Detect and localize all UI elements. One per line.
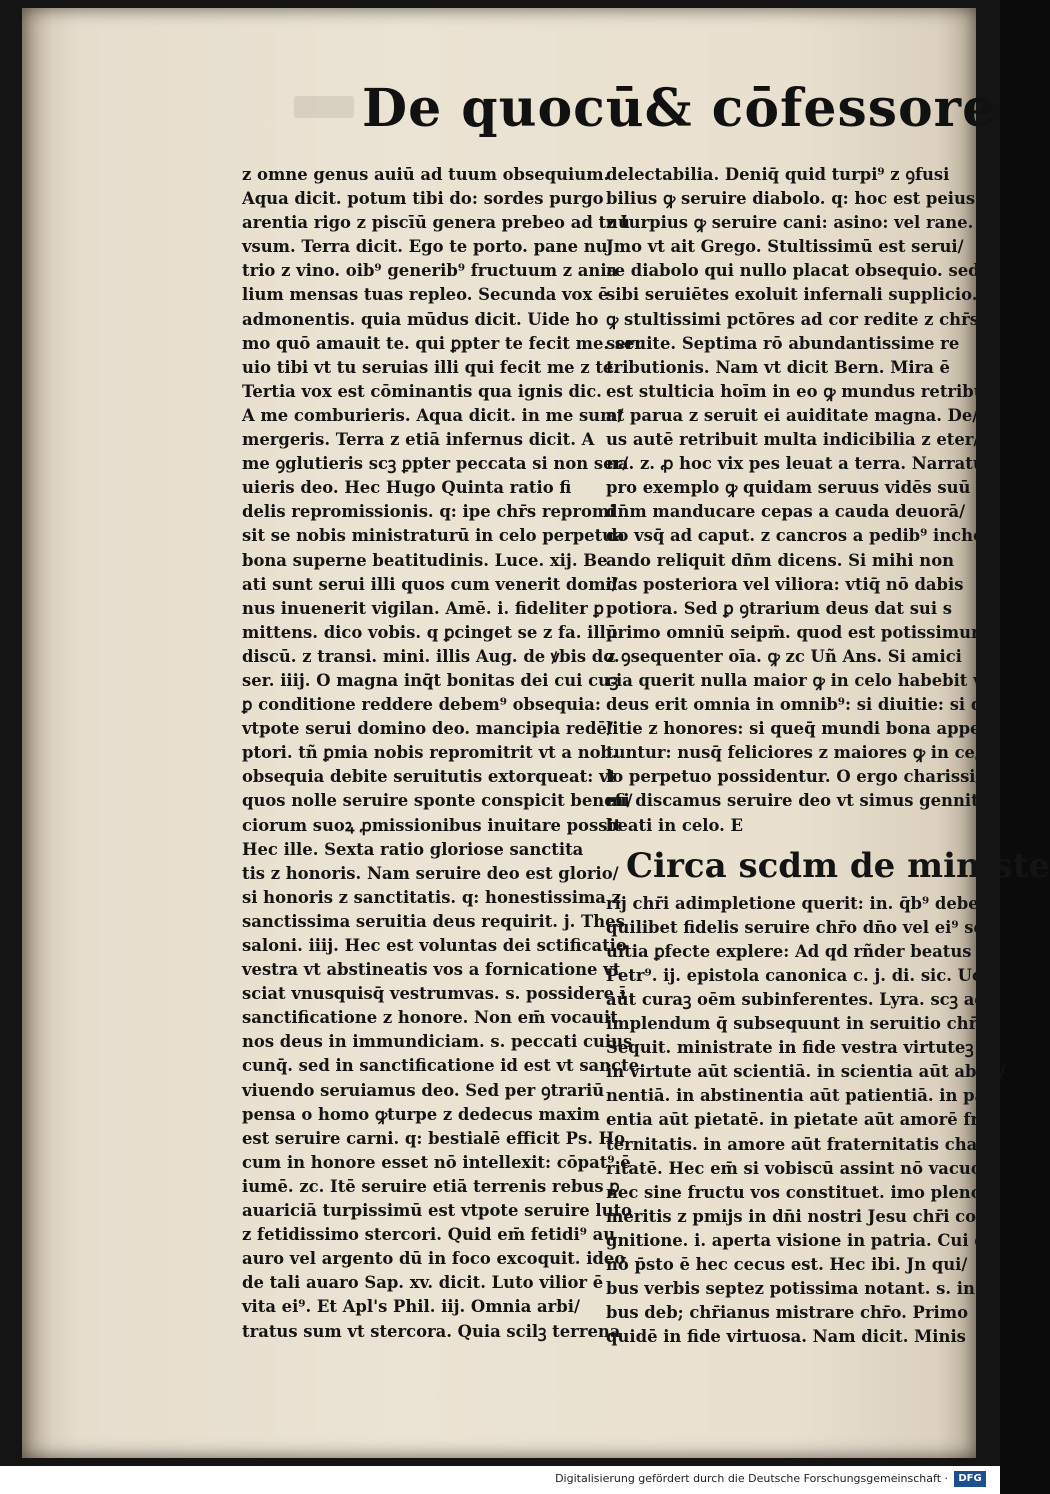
- text-line: ciorum suoꝝ ꝓmissionibus inuitare possit: [242, 815, 622, 835]
- text-line: nus inuenerit vigilan. Amē. i. fideliter ꝑ: [242, 598, 604, 618]
- text-line: tratus sum vt stercora. Quia scilꝫ terrena: [242, 1321, 621, 1341]
- text-line: nos deus in immundiciam. s. peccati cuius: [242, 1032, 633, 1052]
- text-line: quilibet fidelis seruire chr̄o dn̄o vel ei⁹ ser: [606, 917, 993, 937]
- right-text-column: [606, 163, 1050, 1349]
- faded-marking: [294, 96, 354, 118]
- text-line: in virtute aūt scientiā. in scientia aūt absti/: [606, 1062, 1006, 1082]
- text-line: me ꝯglutieris scꝫ ꝑpter peccata si non ser/: [242, 454, 629, 474]
- text-line: A me comburieris. Aqua dicit. in me sum/: [242, 405, 624, 425]
- text-line: Hec ille. Sexta ratio gloriose sanctita: [242, 839, 584, 859]
- text-line: vestra vt abstineatis vos a fornicatione vt: [242, 960, 621, 980]
- text-line: dn̄m manducare cepas a cauda deuorā/: [606, 502, 966, 522]
- text-line: Sequit. ministrate in fide vestra virtuteꝫ: [606, 1038, 974, 1058]
- text-line: rij chr̄i adimpletione querit: in. q̄b⁹ debeat: [606, 893, 997, 913]
- text-line: uitia ꝑfecte explere: Ad qd rñder beatus: [606, 941, 972, 961]
- text-line: sanctissima seruitia deus requirit. j. Thes: [242, 911, 625, 931]
- text-line: litie z honores: si queq̄ mundi bona appe: [606, 719, 981, 739]
- text-line: nō p̄sto ē hec cecus est. Hec ibi. Jn qui/: [606, 1255, 968, 1275]
- text-line: Jmo vt ait Grego. Stultissimū est serui/: [606, 237, 964, 257]
- text-line: meritis z pmijs in dn̄i nostri Jesu chr̄i co: [606, 1206, 977, 1226]
- text-line: discū. z transi. mini. illis Aug. de ꝟbis do.: [242, 646, 620, 666]
- text-line: cunq̄. sed in sanctificatione id est vt sancte: [242, 1056, 640, 1076]
- text-line: aūt curaꝫ oēm subinferentes. Lyra. scꝫ ad: [606, 990, 986, 1009]
- text-line: iumē. zc. Itē seruire etiā terrenis rebus ꝑ: [242, 1176, 620, 1196]
- text-line: sibi seruiētes exoluit infernali supplicio. O: [606, 285, 998, 305]
- text-line: Aqua dicit. potum tibi do: sordes purgo: [242, 189, 604, 209]
- text-line: tis z honoris. Nam seruire deo est glorio/: [242, 863, 619, 883]
- text-line: est stulticia hoīm in eo ꝙ mundus retribu: [606, 381, 986, 401]
- text-line: mergeris. Terra z etiā infernus dicit. A: [242, 430, 595, 450]
- text-line: z omne genus auiū ad tuum obsequium.: [242, 165, 610, 184]
- text-line: quos nolle seruire sponte conspicit benefi/: [242, 791, 633, 811]
- text-line: tributionis. Nam vt dicit Bern. Mira ē: [606, 357, 950, 377]
- text-line: est seruire carni. q: bestialē efficit Ps. Ho: [242, 1128, 626, 1148]
- right-column-top: [606, 163, 1001, 838]
- text-line: ꝑ conditione reddere debem⁹ obsequia:: [242, 695, 601, 715]
- text-line: deus erit omnia in omnib⁹: si diuitie: si de: [606, 695, 993, 715]
- text-line: ꝙ stultissimi pctōres ad cor redite z chr̄sto: [606, 309, 998, 329]
- text-line: lium mensas tuas repleo. Secunda vox ē: [242, 285, 609, 305]
- text-line: bus verbis septez potissima notant. s. in q̄: [606, 1279, 993, 1299]
- footer-bar: [0, 1466, 1000, 1494]
- text-line: pensa o homo ꝙturpe z dedecus maxim: [242, 1104, 600, 1124]
- text-line: mittens. dico vobis. q ꝑcinget se z fa. illū: [242, 622, 618, 642]
- book-page: [22, 8, 1050, 1458]
- text-line: us autē retribuit multa indicibilia z eter/: [606, 430, 980, 450]
- text-line: nec sine fructu vos constituet. imo plenos: [606, 1182, 991, 1202]
- text-line: Tertia vox est cōminantis qua ignis dic.: [242, 381, 602, 401]
- text-line: pro exemplo ꝙ quidam seruus vidēs suū: [606, 478, 971, 498]
- text-line: nentiā. in abstinentia aūt patientiā. in pati: [606, 1086, 1000, 1106]
- text-line: lo perpetuo possidentur. O ergo charissi/: [606, 767, 982, 787]
- text-line: entia aūt pietatē. in pietate aūt amorē fra: [606, 1110, 990, 1130]
- text-line: delectabilia. Deniq̄ quid turpi⁹ z ꝯfusi: [606, 165, 950, 184]
- text-line: bus deb; chr̄ianus mistrare chr̄o. Primo: [606, 1303, 969, 1323]
- text-line: gnitione. i. aperta visione in patria. Cui ei: [606, 1230, 991, 1250]
- text-line: sciat vnusquisq̄ vestrumvas. s. possidere ī: [242, 984, 626, 1004]
- text-line: vtpote serui domino deo. mancipia redē/: [242, 719, 613, 739]
- text-line: mo quō amauit te. qui ꝑpter te fecit me. ser: [242, 333, 644, 353]
- text-line: implendum q̄ subsequunt in seruitio chr̄i.: [606, 1014, 990, 1034]
- text-line: vsum. Terra dicit. Ego te porto. pane nu: [242, 237, 608, 257]
- text-line: viuendo seruiamus deo. Sed per ꝯtrariū: [242, 1080, 605, 1100]
- text-line: cum in honore esset nō intellexit: cōpat⁹ ē: [242, 1152, 631, 1172]
- text-line: uieris deo. Hec Hugo Quinta ratio fi: [242, 478, 572, 498]
- text-line: Petr⁹. ij. epistola canonica c. j. di. sic. Uos: [606, 965, 993, 985]
- left-text-column: [242, 163, 644, 1344]
- funding-notice: Digitalisierung gefördert durch die Deutsche Forschungsgemeinschaft ·: [555, 1472, 948, 1485]
- text-line: z fetidissimo stercori. Quid em̄ fetidi⁹ au: [242, 1225, 616, 1245]
- text-line: sanctificatione z honore. Non em̄ vocauit: [242, 1008, 618, 1028]
- text-line: delis repromissionis. q: ipe chr̄s repromi: [242, 502, 616, 522]
- text-line: si honoris z sanctitatis. q: honestissima z: [242, 887, 621, 907]
- text-line: trio z vino. oib⁹ generib⁹ fructuum z ania: [242, 261, 618, 281]
- text-line: mi discamus seruire deo vt simus gennit: [606, 791, 979, 811]
- text-line: das posteriora vel viliora: vtiq̄ nō dabis: [606, 574, 964, 594]
- text-line: na. z. ꝓ hoc vix pes leuat a terra. Narratur: [606, 454, 994, 474]
- text-line: ptori. tñ ꝑmia nobis repromitrit vt a nob.: [242, 743, 618, 763]
- text-line: sit se nobis ministraturū in celo perpetua: [242, 526, 625, 546]
- right-column-bottom: [606, 892, 1006, 1350]
- text-line: uio tibi vt tu seruias illi qui fecit me z te.: [242, 357, 620, 377]
- section-heading: Circa scdm de ministe: [626, 845, 1050, 886]
- text-line: primo omniū seipm̄. quod est potissimum: [606, 622, 989, 642]
- text-line: ternitatis. in amore aūt fraternitatis cha/: [606, 1134, 984, 1154]
- text-line: obsequia debite seruitutis extorqueat: vt: [242, 767, 617, 787]
- text-line: saloni. iiij. Hec est voluntas dei sctificatio: [242, 936, 627, 955]
- text-line: ritatē. Hec em̄ si vobiscū assint nō vacuos: [606, 1158, 991, 1178]
- text-line: vita ei⁹. Et Apl's Phil. iij. Omnia arbi/: [242, 1297, 580, 1317]
- text-line: bona superne beatitudinis. Luce. xij. Be: [242, 550, 608, 570]
- text-line: seruite. Septima rō abundantissime re: [606, 333, 960, 353]
- text-line: ando reliquit dn̄m dicens. Si mihi non: [606, 550, 955, 570]
- text-line: ati sunt serui illi quos cum venerit domi/: [242, 574, 618, 594]
- text-line: do vsq̄ ad caput. z cancros a pedib⁹ incho: [606, 526, 985, 546]
- text-line: quidē in fide virtuosa. Nam dicit. Minis: [606, 1327, 966, 1347]
- text-line: ser. iiij. O magna inq̄t bonitas dei cui cuꝫ: [242, 670, 619, 690]
- text-line: re diabolo qui nullo placat obsequio. sed: [606, 261, 980, 281]
- text-line: at parua z seruit ei auiditate magna. De/: [606, 405, 979, 425]
- text-line: potiora. Sed ꝑ ꝯtrarium deus dat sui s: [606, 598, 953, 618]
- text-line: admonentis. quia mūdus dicit. Uide ho: [242, 309, 599, 329]
- text-line: auariciā turpissimū est vtpote seruire luto: [242, 1201, 632, 1221]
- text-line: z ꝯsequenter oīa. ꝙ zc Uñ Ans. Si amici: [606, 646, 962, 666]
- text-line: z turpius ꝙ seruire cani: asino: vel rane.: [606, 213, 974, 233]
- text-line: auro vel argento dū in foco excoquit. ideo: [242, 1249, 626, 1269]
- dfg-logo: DFG: [954, 1471, 986, 1487]
- text-line: arentia rigo z piscīū genera prebeo ad tuū: [242, 213, 630, 233]
- text-line: bilius ꝙ seruire diabolo. q: hoc est peius: [606, 189, 976, 209]
- page-title: De quocū& cōfessore: [362, 78, 997, 139]
- text-line: tuntur: nusq̄ feliciores z maiores ꝙ in ce/: [606, 743, 981, 763]
- text-line: de tali auaro Sap. xv. dicit. Luto vilior ē: [242, 1273, 604, 1293]
- text-line: cia querit nulla maior ꝙ in celo habebit vbi: [606, 670, 1001, 690]
- text-line: beati in celo. E: [606, 815, 744, 835]
